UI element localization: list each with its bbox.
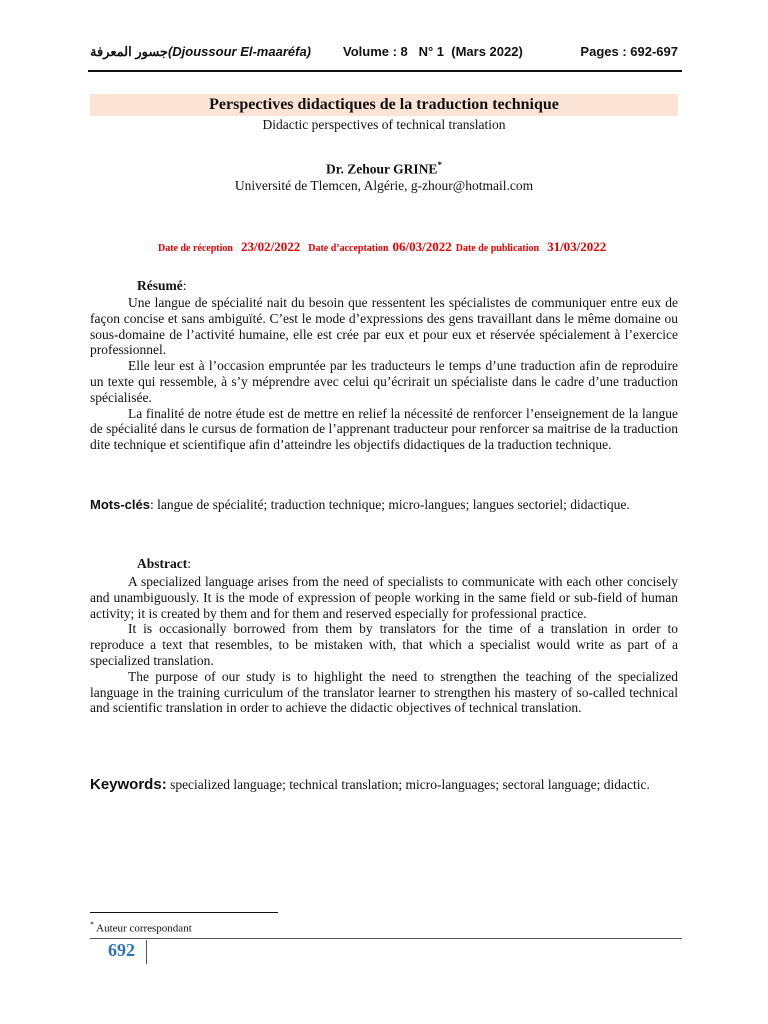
footnote-text: Auteur correspondant bbox=[94, 922, 192, 935]
journal-latin: (Djoussour El-maaréfa) bbox=[167, 44, 312, 59]
publication-date: 31/03/2022 bbox=[547, 239, 607, 254]
abstract-paragraph-3: The purpose of our study is to highlight the need to strengthen the teaching of the specialized language in the training curriculum of the translator learner to strengthen his mastery of so-called technical and scientific translation in order to achieve the didactic objectives of technical translation. bbox=[90, 668, 678, 716]
resume-body bbox=[90, 295, 678, 453]
mots-cles-text: : langue de spécialité; traduction technique; micro-langues; langues sectoriel; didactique. bbox=[149, 497, 630, 512]
acceptance-date: 06/03/2022 bbox=[392, 239, 452, 254]
article-title: Perspectives didactiques de la traduction technique bbox=[90, 94, 678, 116]
author-footnote-mark: * bbox=[437, 160, 442, 170]
footnote bbox=[90, 920, 192, 935]
footnote-rule bbox=[90, 912, 278, 913]
footer-rule bbox=[90, 938, 682, 939]
keywords-label: Keywords: bbox=[90, 776, 167, 793]
reception-label: Date de réception bbox=[158, 243, 233, 254]
footnote-mark: * bbox=[90, 920, 94, 929]
journal-name bbox=[90, 44, 311, 60]
keywords bbox=[90, 776, 678, 793]
volume-info: Volume : 8 N° 1 (Mars 2022) bbox=[343, 44, 523, 59]
abstract-paragraph-1: A specialized language arises from the need of specialists to communicate with each other concisely and unambiguously. It is the mode of expression of people working in the same field or sub-field of human activity; it is created by them and for them and reserved especially for professional practice. bbox=[90, 574, 678, 621]
publication-label: Date de publication bbox=[455, 243, 540, 254]
abstract-paragraph-2: It is occasionally borrowed from them by translators for the time of a translation in order to reproduce a text that resembles, to be mistaken with, that which a specialist would write as part of a specialized translation. bbox=[90, 621, 678, 668]
article-subtitle: Didactic perspectives of technical translation bbox=[262, 117, 506, 132]
mots-cles-label: Mots-clés bbox=[90, 497, 150, 512]
header-rule bbox=[88, 70, 682, 72]
resume-paragraph-3: La finalité de notre étude est de mettre en relief la nécessité de renforcer l’enseignement de la langue de spécialité dans le cursus de formation de l’apprenant traducteur pour renforcer sa maitrise de la traduction dite technique et scientifique afin d’atteindre les objectifs didactiques de la traduction technique. bbox=[90, 405, 678, 453]
author-text: Dr. Zehour GRINE bbox=[326, 161, 438, 177]
abstract-heading: Abstract: bbox=[137, 556, 192, 571]
author-affiliation: Université de Tlemcen, Algérie, g-zhour@hotmail.com bbox=[234, 178, 534, 193]
page-number-bar bbox=[146, 940, 147, 964]
resume-paragraph-1: Une langue de spécialité nait du besoin que ressentent les spécialistes de communiquer entre eux de façon concise et sans ambiguïté. C’est le mode d’expressions des gens travaillant dans le même domaine ou sous-domaine de l’activité humaine, elle est crée par eux et pour eux et réservée spécialement à l’exercice professionnel. bbox=[90, 295, 678, 358]
reception-date: 23/02/2022 bbox=[240, 239, 301, 254]
author-name bbox=[90, 160, 678, 178]
keywords-text: specialized language; technical translation; micro-languages; sectoral language; didactic. bbox=[166, 777, 650, 792]
page-number: 692 bbox=[108, 940, 135, 960]
journal-arabic: جسور المعرفة bbox=[90, 44, 168, 59]
publication-dates bbox=[158, 238, 688, 256]
mots-cles bbox=[90, 496, 678, 513]
abstract-body bbox=[90, 574, 678, 716]
resume-paragraph-2: Elle leur est à l’occasion empruntée par les traducteurs le temps d’une traduction afin de reproduire un texte qui ressemble, à s’y méprendre avec celui qu’écrirait un spécialiste dans le cadre d’une traduction spécialisée. bbox=[90, 358, 678, 405]
resume-heading: Résumé: bbox=[137, 278, 187, 293]
running-header bbox=[90, 44, 678, 64]
acceptance-label: Date d’acceptation bbox=[308, 243, 389, 254]
page-range: Pages : 692-697 bbox=[580, 44, 678, 59]
